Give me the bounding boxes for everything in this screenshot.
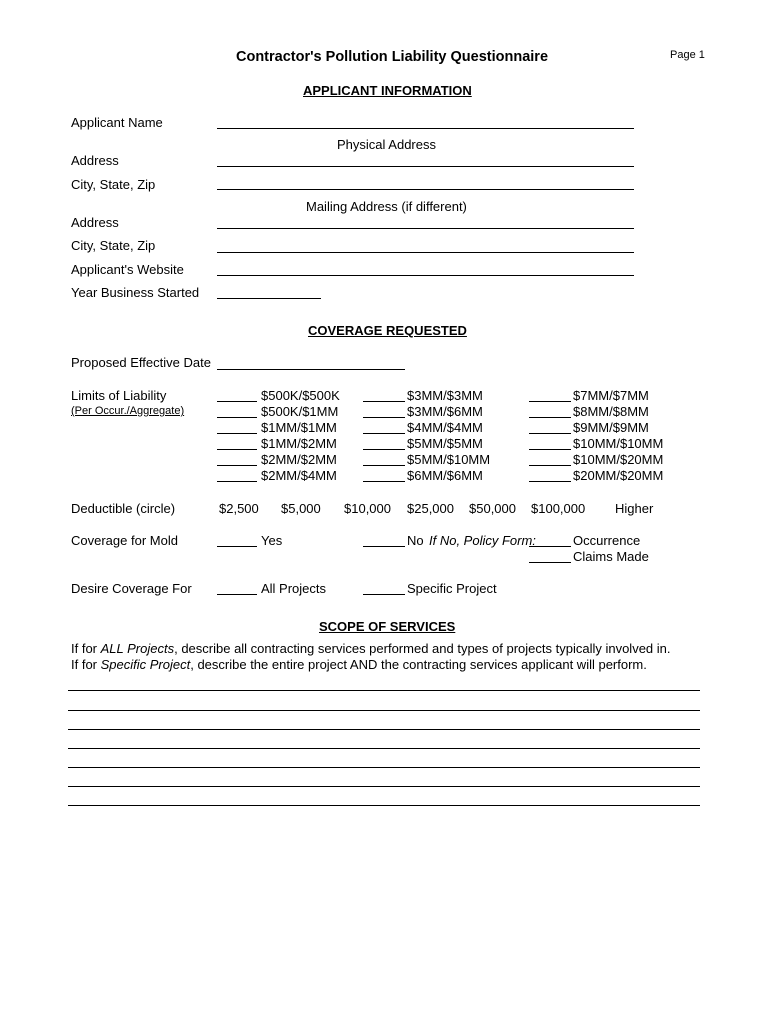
limit-checkbox-line[interactable] xyxy=(363,449,405,450)
year-started-label: Year Business Started xyxy=(71,285,200,300)
limit-checkbox-line[interactable] xyxy=(363,433,405,434)
desire-coverage-label: Desire Coverage For xyxy=(71,581,192,596)
deductible-option[interactable]: $5,000 xyxy=(281,501,321,516)
specific-project-line[interactable] xyxy=(363,594,405,595)
limit-checkbox-line[interactable] xyxy=(363,465,405,466)
limits-sublabel: (Per Occur./Aggregate) xyxy=(71,405,185,417)
claims-made-text: Claims Made xyxy=(573,549,649,564)
specific-project-text: Specific Project xyxy=(407,581,497,596)
mold-yes-text: Yes xyxy=(261,533,283,548)
scope-answer-line[interactable] xyxy=(68,729,700,730)
claims-made-line[interactable] xyxy=(529,562,571,563)
physical-address-caption: Physical Address xyxy=(337,137,436,152)
limit-checkbox-line[interactable] xyxy=(529,449,571,450)
mailing-address-label: Address xyxy=(71,215,119,230)
limit-checkbox-line[interactable] xyxy=(363,401,405,402)
limit-option: $4MM/$4MM xyxy=(407,420,483,435)
page-title: Contractor's Pollution Liability Questionnaire xyxy=(236,49,549,65)
city-label: City, State, Zip xyxy=(71,177,156,192)
limit-checkbox-line[interactable] xyxy=(217,417,257,418)
all-projects-text: All Projects xyxy=(261,581,327,596)
applicant-name-field[interactable] xyxy=(217,128,634,129)
limit-checkbox-line[interactable] xyxy=(217,465,257,466)
scope-instruction-2: If for Specific Project, describe the entire project AND the contracting services applicant will perform. xyxy=(71,657,647,672)
limit-option: $5MM/$10MM xyxy=(407,452,491,467)
year-started-field[interactable] xyxy=(217,298,321,299)
scope-heading: SCOPE OF SERVICES xyxy=(319,619,456,634)
scope-answer-line[interactable] xyxy=(68,786,700,787)
limit-option: $1MM/$1MM xyxy=(261,420,337,435)
limits-label: Limits of Liability xyxy=(71,388,167,403)
limit-checkbox-line[interactable] xyxy=(529,433,571,434)
applicant-heading: APPLICANT INFORMATION xyxy=(303,83,472,98)
limit-option: $6MM/$6MM xyxy=(407,468,483,483)
limit-checkbox-line[interactable] xyxy=(529,417,571,418)
mailing-address-field[interactable] xyxy=(217,228,634,229)
effective-date-field[interactable] xyxy=(217,369,405,370)
scope-answer-line[interactable] xyxy=(68,710,700,711)
physical-address-field[interactable] xyxy=(217,166,634,167)
limit-option: $10MM/$20MM xyxy=(573,452,664,467)
website-label: Applicant's Website xyxy=(71,262,184,277)
effective-date-label: Proposed Effective Date xyxy=(71,355,211,370)
policy-form-label: If No, Policy Form: xyxy=(429,533,536,548)
limit-option: $1MM/$2MM xyxy=(261,436,337,451)
limit-option: $8MM/$8MM xyxy=(573,404,649,419)
address-label: Address xyxy=(71,153,119,168)
deductible-option[interactable]: $25,000 xyxy=(407,501,454,516)
physical-city-field[interactable] xyxy=(217,189,634,190)
limit-option: $500K/$1MM xyxy=(261,404,339,419)
limit-option: $500K/$500K xyxy=(261,388,340,403)
limit-option: $2MM/$2MM xyxy=(261,452,337,467)
scope-answer-line[interactable] xyxy=(68,748,700,749)
page-number: Page 1 xyxy=(670,49,705,61)
deductible-option[interactable]: $2,500 xyxy=(219,501,259,516)
mailing-city-field[interactable] xyxy=(217,252,634,253)
mailing-address-caption: Mailing Address (if different) xyxy=(306,199,467,214)
website-field[interactable] xyxy=(217,275,634,276)
limit-option: $10MM/$10MM xyxy=(573,436,664,451)
limit-checkbox-line[interactable] xyxy=(217,401,257,402)
limit-checkbox-line[interactable] xyxy=(363,417,405,418)
scope-answer-line[interactable] xyxy=(68,805,700,806)
limit-checkbox-line[interactable] xyxy=(217,449,257,450)
limit-option: $5MM/$5MM xyxy=(407,436,483,451)
limit-option: $3MM/$6MM xyxy=(407,404,483,419)
deductible-option[interactable]: $10,000 xyxy=(344,501,391,516)
occurrence-text: Occurrence xyxy=(573,533,641,548)
limit-option: $2MM/$4MM xyxy=(261,468,337,483)
limit-checkbox-line[interactable] xyxy=(529,481,571,482)
deductible-option[interactable]: $100,000 xyxy=(531,501,586,516)
limit-checkbox-line[interactable] xyxy=(217,433,257,434)
limit-option: $3MM/$3MM xyxy=(407,388,483,403)
scope-answer-line[interactable] xyxy=(68,767,700,768)
coverage-heading: COVERAGE REQUESTED xyxy=(308,323,467,338)
mold-no-line[interactable] xyxy=(363,546,405,547)
scope-answer-line[interactable] xyxy=(68,690,700,691)
occurrence-line[interactable] xyxy=(529,546,571,547)
limit-option: $7MM/$7MM xyxy=(573,388,649,403)
all-projects-line[interactable] xyxy=(217,594,257,595)
mold-label: Coverage for Mold xyxy=(71,533,178,548)
limit-checkbox-line[interactable] xyxy=(363,481,405,482)
applicant-name-label: Applicant Name xyxy=(71,115,163,130)
limit-checkbox-line[interactable] xyxy=(529,401,571,402)
limit-checkbox-line[interactable] xyxy=(529,465,571,466)
scope-instruction-1: If for ALL Projects, describe all contracting services performed and types of projects typically involved in. xyxy=(71,641,671,656)
limit-checkbox-line[interactable] xyxy=(217,481,257,482)
mailing-city-label: City, State, Zip xyxy=(71,238,156,253)
deductible-label: Deductible (circle) xyxy=(71,501,176,516)
deductible-option[interactable]: $50,000 xyxy=(469,501,516,516)
limit-option: $20MM/$20MM xyxy=(573,468,664,483)
deductible-option[interactable]: Higher xyxy=(615,501,654,516)
limit-option: $9MM/$9MM xyxy=(573,420,649,435)
mold-no-text: No xyxy=(407,533,424,548)
mold-yes-line[interactable] xyxy=(217,546,257,547)
